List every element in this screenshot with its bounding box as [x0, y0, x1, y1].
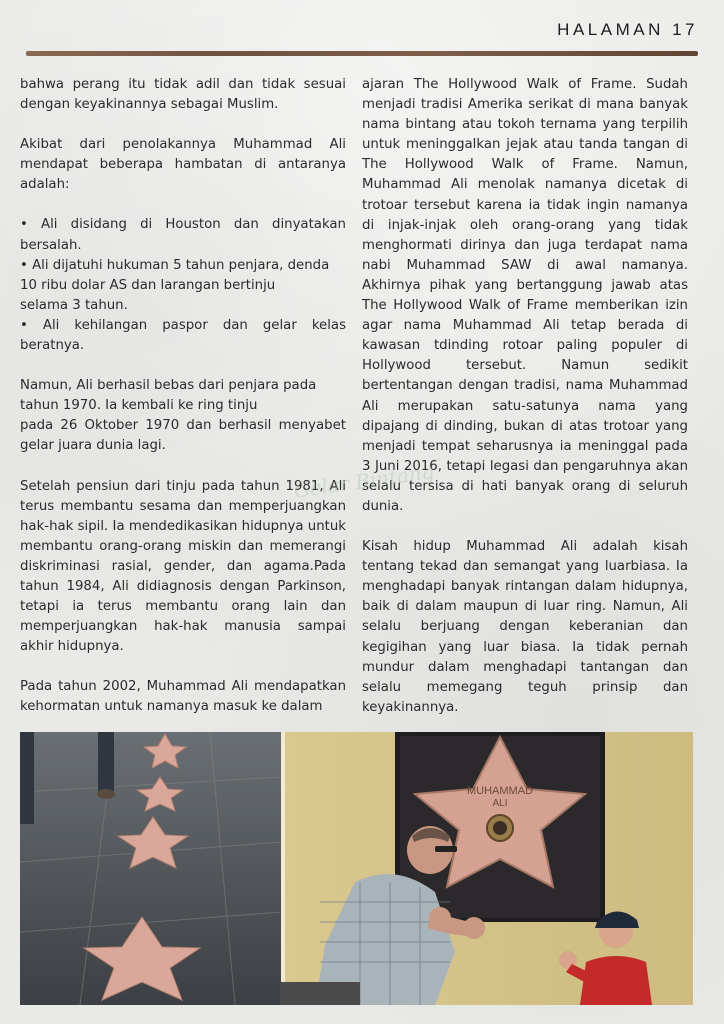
paragraph: Namun, Ali berhasil bebas dari penjara pada tahun 1970. Ia kembali ke ring tinju	[20, 378, 317, 414]
paragraph: bahwa perang itu tidak adil dan tidak sesuai dengan keyakinannya sebagai Muslim.	[20, 77, 346, 113]
paragraph: Pada tahun 2002, Muhammad Ali mendapatkan kehormatan untuk namanya masuk ke dalam	[20, 679, 346, 715]
star-name-text: MUHAMMAD	[467, 785, 533, 797]
right-text-column	[362, 75, 688, 718]
paragraph: Setelah pensiun dari tinju pada tahun 1981, Ali terus membantu sesama dan memperjuangkan hak-hak sipil. Ia mendedikasikan hidupnya untuk membantu orang-orang miskin dan memerangi diskriminasi rasial, gender, dan agama.Pada tahun 1984, Ali didiagnosis dengan Parkinson, tetapi ia terus membantu orang lain dan memperjuangkan hak-hak manusia sampai akhir hidupnya.	[20, 478, 346, 655]
hollywood-star-photo	[20, 732, 693, 1005]
page-number-label: HALAMAN 17	[557, 20, 698, 39]
star-name-text: ALI	[492, 798, 508, 809]
left-text-column	[20, 75, 346, 718]
watermark: Gelar Bintang	[292, 459, 436, 503]
paragraph-continuation: pada 26 Oktober 1970 dan berhasil menyabet gelar juara dunia lagi.	[20, 418, 346, 454]
paragraph: Kisah hidup Muhammad Ali adalah kisah tentang tekad dan semangat yang luarbiasa. Ia menghadapi banyak rintangan dalam hidupnya, baik di dalam maupun di luar ring. Namun, Ali selalu berjuang dengan keberanian dan kegigihan yang luar biasa. Ia tidak pernah mundur dalam menghadapi tantangan dan selalu memegang teguh prinsip dan keyakinannya.	[362, 539, 688, 715]
header-divider	[26, 51, 698, 56]
bullet-item-continuation: selama 3 tahun.	[20, 297, 128, 313]
paragraph: Akibat dari penolakannya Muhammad Ali mendapat beberapa hambatan di antaranya adalah:	[20, 137, 346, 193]
bullet-item: • Ali kehilangan paspor dan gelar kelas beratnya.	[20, 317, 346, 354]
bullet-item: • Ali dijatuhi hukuman 5 tahun penjara, denda 10 ribu dolar AS dan larangan bertinju	[20, 257, 330, 293]
bullet-item: • Ali disidang di Houston dan dinyatakan bersalah.	[20, 217, 346, 253]
paragraph: ajaran The Hollywood Walk of Frame. Sudah menjadi tradisi Amerika serikat di mana banyak nama bintang atau tokoh ternama yang terpilih untuk meninggalkan jejak atau tanda tangan di The Hollywood Walk of Frame. Namun, Muhammad Ali menolak namanya dicetak di trotoar tersebut karena ia tidak ingin namanya di injak-injak oleh orang-orang yang tidak menghormati dirinya dan juga terdapat nama nabi Muhammad SAW di awal namanya. Akhirnya pihak yang bertanggung jawab atas The Hollywood Walk of Frame memberikan izin agar nama Muhammad Ali tetap berada di kawasan tdinding rotoar paling populer di Hollywood tersebut. Namun sedikit bertentangan dengan tradisi, nama Muhammad Ali merupakan satu-satunya nama yang dipajang di dinding, bukan di atas trotoar yang menjadi tempat seharusnya ia meninggal pada 3 Juni 2016, tetapi legasi dan pengaruhnya akan selalu tersisa di hati banyak orang di seluruh dunia.	[362, 77, 688, 514]
